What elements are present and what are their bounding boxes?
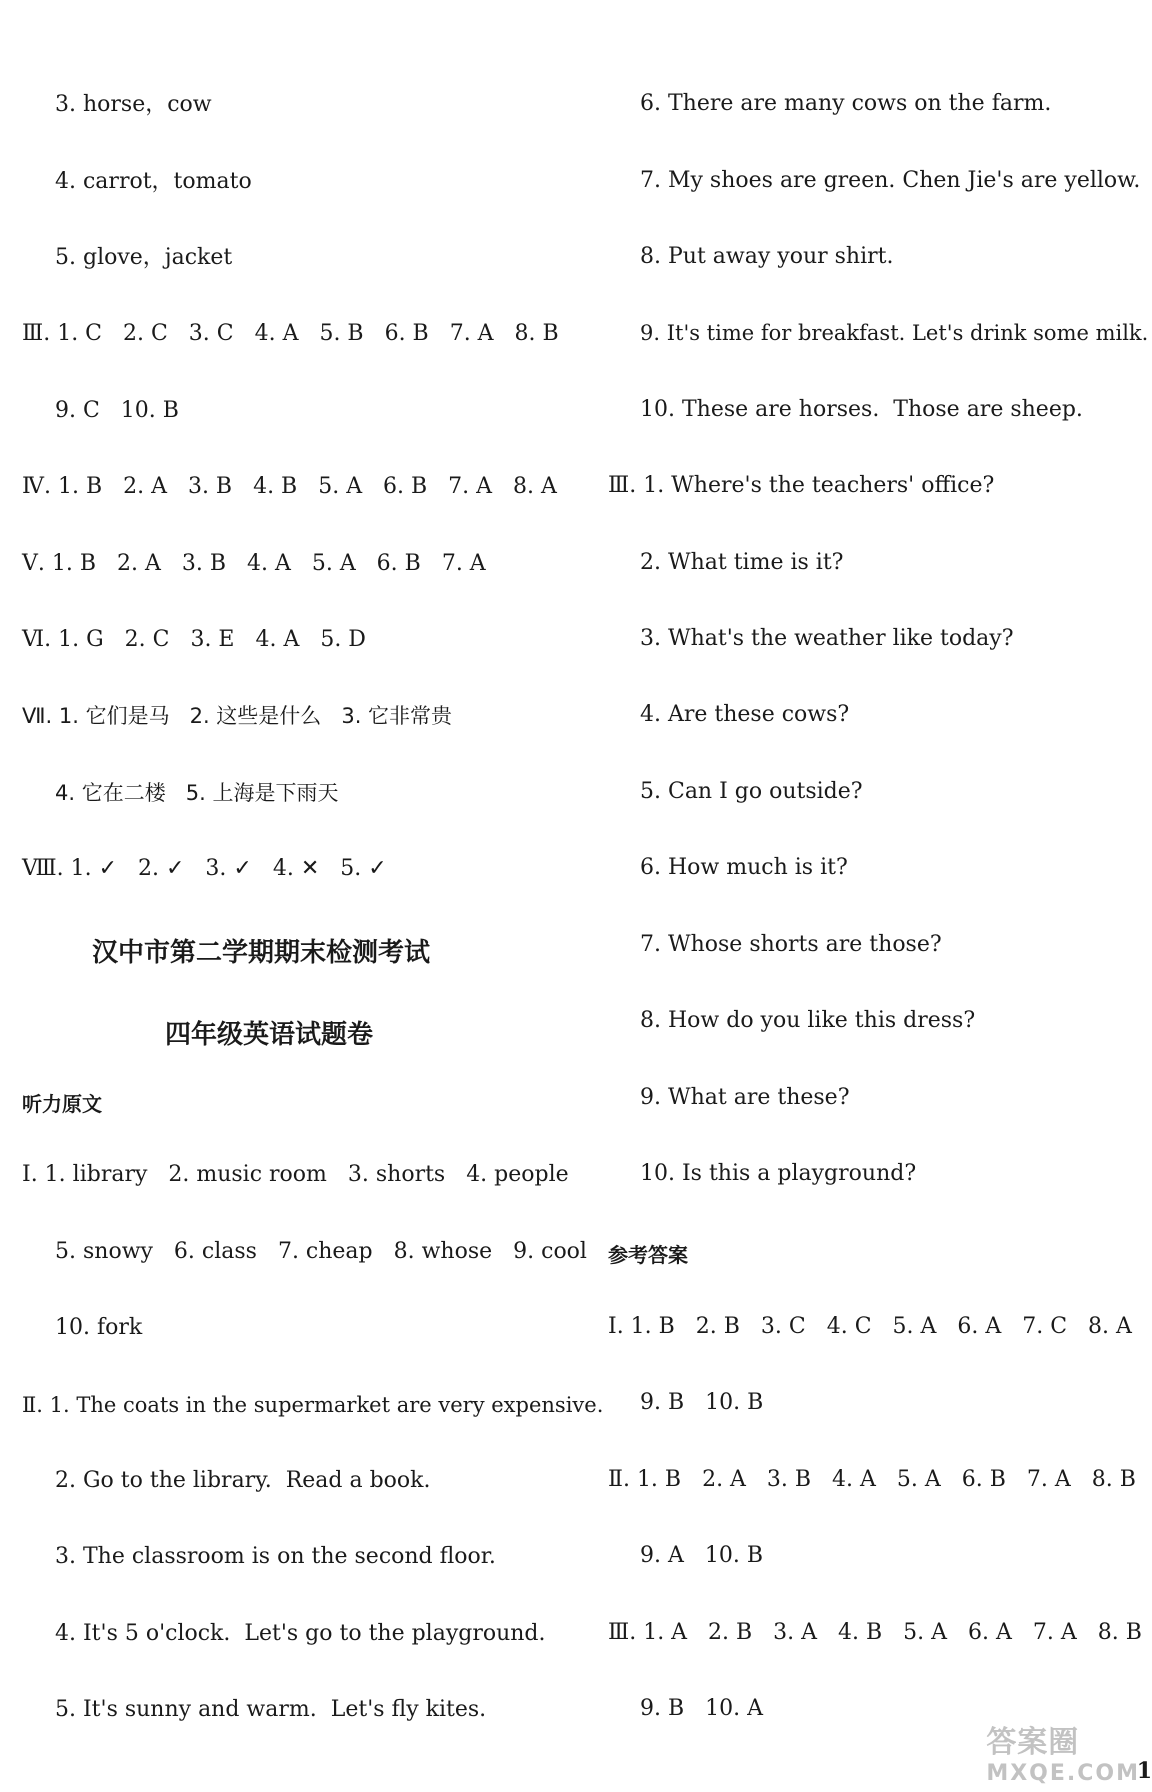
text-line: 4. carrot，tomato: [55, 169, 252, 194]
text-line: 4. Are these cows?: [640, 702, 850, 727]
text-line: 4. It's 5 o'clock. Let's go to the playground.: [55, 1621, 546, 1646]
answer-row: Ⅷ. 1. ✓ 2. ✓ 3. ✓ 4. ✕ 5. ✓: [22, 856, 387, 881]
answer-row: Ⅲ. 1. C 2. C 3. C 4. A 5. B 6. B 7. A 8. B: [22, 321, 559, 346]
page-number: 1: [1136, 1758, 1152, 1784]
text-line: 9. What are these?: [640, 1085, 850, 1110]
text-line: 3. The classroom is on the second floor.: [55, 1544, 496, 1569]
text-line: 10. Is this a playground?: [640, 1161, 917, 1186]
text-line: 7. Whose shorts are those?: [640, 932, 942, 957]
text-line: 3. horse，cow: [55, 92, 212, 117]
answer-row: 9. C 10. B: [55, 398, 179, 423]
text-line: 7. My shoes are green. Chen Jie's are yellow.: [640, 168, 1141, 193]
text-line: 9. It's time for breakfast. Let's drink some milk.: [640, 321, 1149, 345]
answer-row: Ⅵ. 1. G 2. C 3. E 4. A 5. D: [22, 627, 366, 652]
answer-row: Ⅳ. 1. B 2. A 3. B 4. B 5. A 6. B 7. A 8. A: [22, 474, 557, 499]
text-line: 5. It's sunny and warm. Let's fly kites.: [55, 1697, 487, 1722]
exam-title: 汉中市第二学期期末检测考试: [92, 938, 431, 968]
text-line: Ⅲ. 1. Where's the teachers' office?: [608, 473, 995, 498]
watermark-logo: [986, 1717, 1140, 1786]
answer-row: Ⅲ. 1. A 2. B 3. A 4. B 5. A 6. A 7. A 8. B: [608, 1620, 1142, 1645]
answer-row: 9. A 10. B: [640, 1543, 763, 1568]
text-line: 2. Go to the library. Read a book.: [55, 1468, 431, 1493]
text-line: Ⅱ. 1. The coats in the supermarket are very expensive.: [22, 1393, 604, 1417]
text-line: 10. These are horses. Those are sheep.: [640, 397, 1083, 422]
watermark-text: 答案圈: [986, 1725, 1080, 1760]
watermark-url: MXQE.COM: [986, 1761, 1140, 1786]
answer-row: Ⅱ. 1. B 2. A 3. B 4. A 5. A 6. B 7. A 8. B: [608, 1467, 1136, 1492]
text-line: 2. What time is it?: [640, 550, 844, 575]
text-line: 6. There are many cows on the farm.: [640, 91, 1052, 116]
text-line: 10. fork: [55, 1315, 143, 1340]
text-line: 5. glove，jacket: [55, 245, 233, 270]
section-title-listening: 听力原文: [22, 1092, 102, 1116]
text-line: 5. Can I go outside?: [640, 779, 863, 804]
text-line: 5. snowy 6. class 7. cheap 8. whose 9. cool: [55, 1239, 587, 1264]
answer-row: 9. B 10. B: [640, 1390, 764, 1415]
text-line: 3. What's the weather like today?: [640, 626, 1014, 651]
answer-row: Ⅰ. 1. B 2. B 3. C 4. C 5. A 6. A 7. C 8. A: [608, 1314, 1132, 1339]
text-line: Ⅰ. 1. library 2. music room 3. shorts 4. people: [22, 1162, 569, 1187]
answer-row: Ⅶ. 1. 它们是马 2. 这些是什么 3. 它非常贵: [22, 704, 453, 728]
exam-subtitle: 四年级英语试题卷: [165, 1020, 374, 1050]
answer-row: 4. 它在二楼 5. 上海是下雨天: [55, 781, 339, 805]
answer-row: Ⅴ. 1. B 2. A 3. B 4. A 5. A 6. B 7. A: [22, 551, 486, 576]
text-line: 8. Put away your shirt.: [640, 244, 894, 269]
answer-row: 9. B 10. A: [640, 1696, 763, 1721]
text-line: 6. How much is it?: [640, 855, 848, 880]
text-line: 8. How do you like this dress?: [640, 1008, 976, 1033]
section-title-answers: 参考答案: [608, 1243, 688, 1267]
